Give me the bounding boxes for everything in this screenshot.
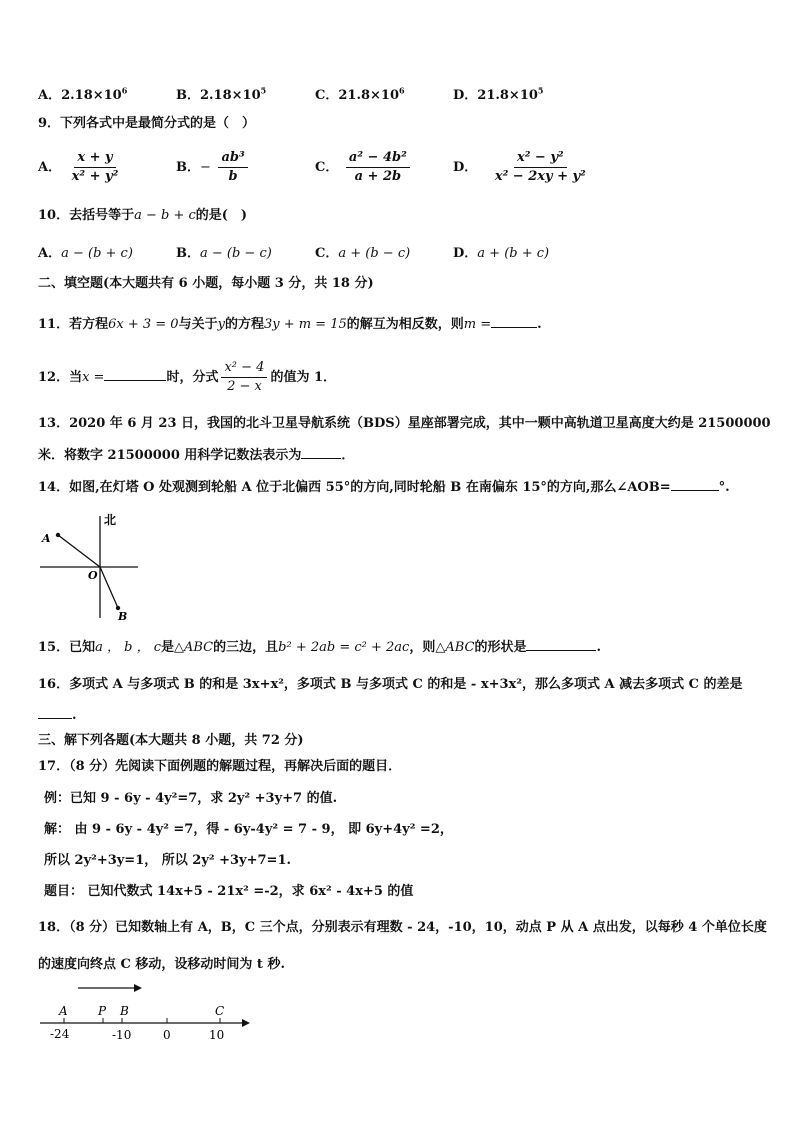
- q16-line-1: 16．多项式 A 与多项式 B 的和是 3x+x²，多项式 B 与多项式 C 的和是 - x+3x²，那么多项式 A 减去多项式 C 的差是: [38, 677, 743, 692]
- q11: [38, 315, 542, 334]
- q15-d: ，则: [409, 640, 436, 655]
- q9-d-label: D．: [453, 160, 478, 175]
- q14-label-b: B: [118, 610, 128, 623]
- q8-c-exp: 6: [399, 85, 405, 96]
- q9-d-denominator: x² − 2xy + y²: [494, 169, 586, 184]
- q10-b-label: B．: [176, 246, 200, 261]
- q16-line-2: [38, 706, 77, 725]
- q18-label-b: B: [120, 1004, 129, 1018]
- q14-label-o: O: [88, 569, 98, 582]
- q14-text: 14．如图,在灯塔 O 处观测到轮船 A 位于北偏西 55°的方向,同时轮船 B 在南偏东 15°的方向,那么∠AOB=: [38, 480, 671, 495]
- q14: [38, 478, 730, 497]
- q18-value-neg24: -24: [50, 1027, 70, 1041]
- q11-eq1: 6x + 3 = 0: [108, 317, 179, 332]
- q9-b-numerator: ab³: [218, 150, 247, 168]
- q14-north-label: 北: [104, 513, 117, 527]
- q8-d-exp: 5: [537, 85, 544, 96]
- q10-option-d: [453, 242, 549, 261]
- q18-label-c: C: [215, 1004, 225, 1018]
- q18-value-neg10: -10: [112, 1028, 132, 1042]
- q12-a: 12．当: [38, 370, 83, 385]
- q17-line-1: 17．（8 分）先阅读下面例题的解题过程，再解决后面的题目．: [38, 759, 402, 774]
- q18-line-1: 18．（8 分）已知数轴上有 A，B，C 三个点，分别表示有理数 - 24，-10，10，动点 P 从 A 点出发，以每秒 4 个单位长度: [38, 920, 767, 935]
- q18-value-10: 10: [209, 1028, 225, 1042]
- q10-c-expr: a + (b − c): [338, 246, 411, 261]
- q9-a-label: A．: [38, 160, 62, 175]
- q18-motion-arrow-head: [134, 984, 142, 992]
- q17-line-4: 所以 2y²+3y=1， 所以 2y² +3y+7=1.: [44, 853, 292, 868]
- q9-b-label: B．: [176, 160, 200, 175]
- q12-c: 的值为 1．: [270, 370, 337, 385]
- q10-stem-b: 的是( ): [195, 208, 248, 223]
- q8-a-exp: 6: [121, 85, 128, 96]
- q13-line-2-text: 米．将数字 21500000 用科学记数法表示为: [38, 448, 302, 463]
- q12-fraction: [221, 360, 267, 395]
- q9-c-label: C．: [315, 160, 339, 175]
- q10-a-label: A．: [38, 246, 62, 261]
- q13-answer-blank[interactable]: [301, 446, 341, 459]
- q18-axis-arrow-head: [242, 1019, 250, 1027]
- q10-d-label: D．: [453, 246, 478, 261]
- q9-c-denominator: a + 2b: [354, 169, 402, 184]
- q15-triangle-2: △ABC: [435, 640, 475, 655]
- q15-c: 的三边，且: [213, 640, 279, 655]
- q18-line-2: 的速度向终点 C 移动，设移动时间为 t 秒.: [38, 957, 285, 972]
- q9-option-b: [176, 150, 251, 185]
- q18-value-0: 0: [163, 1028, 171, 1042]
- q9-a-fraction: [69, 150, 122, 185]
- q9-b-sign: −: [200, 160, 211, 175]
- q8-d-text: D．21.8×10: [453, 88, 538, 103]
- q9-stem: 9．下列各式中是最简分式的是（ ）: [38, 116, 256, 131]
- q15-b: 是: [160, 640, 174, 655]
- q15-e: 的形状是: [474, 640, 527, 655]
- q8-b-text: B．2.18×10: [176, 88, 261, 103]
- q14-ray-oa: [58, 535, 100, 567]
- q11-c: 的方程: [224, 317, 264, 332]
- section-2-heading: 二、填空题(本大题共有 6 小题，每小题 3 分，共 18 分): [38, 276, 374, 291]
- q9-b-fraction: [218, 150, 247, 185]
- q16-end: .: [72, 708, 77, 723]
- q11-e: .: [537, 317, 542, 332]
- q14-compass-figure: [38, 508, 148, 628]
- q18-number-line-figure: [38, 980, 252, 1042]
- q14-ray-ob: [100, 567, 118, 608]
- q8-option-c: [315, 84, 405, 103]
- q18-label-a: A: [59, 1004, 68, 1018]
- q18-label-p: P: [98, 1004, 107, 1018]
- q11-a: 11．若方程: [38, 317, 109, 332]
- q8-option-a: [38, 84, 127, 103]
- q10-option-c: [315, 242, 410, 261]
- q13-end: ．: [341, 448, 355, 463]
- q15-triangle: △ABC: [174, 640, 214, 655]
- q14-end: °.: [718, 480, 730, 495]
- q10-option-b: [176, 242, 272, 261]
- q12-x: x =: [82, 370, 105, 385]
- q8-option-b: [176, 84, 266, 103]
- q8-option-d: [453, 84, 544, 103]
- q9-d-numerator: x² − y²: [514, 150, 567, 168]
- q15-equation: b² + 2ab = c² + 2ac: [278, 640, 410, 655]
- q10-c-label: C．: [315, 246, 339, 261]
- q14-label-a: A: [42, 532, 51, 545]
- q12-answer-blank[interactable]: [104, 368, 166, 381]
- q12-numerator: x² − 4: [221, 360, 267, 378]
- q10-option-a: [38, 242, 133, 261]
- section-3-heading: 三、解下列各题(本大题共 8 小题，共 72 分): [38, 733, 304, 748]
- q9-c-fraction: [346, 150, 410, 185]
- q10-d-expr: a + (b + c): [477, 246, 550, 261]
- q11-d: 的解互为相反数，则: [346, 317, 464, 332]
- q9-option-d: [453, 150, 592, 185]
- q11-m: m =: [463, 317, 492, 332]
- q15-vars: a ， b ， c: [95, 640, 161, 655]
- q12: [38, 358, 336, 398]
- q10-b-expr: a − (b − c): [200, 246, 272, 261]
- q15-a: 15．已知: [38, 640, 96, 655]
- q9-c-numerator: a² − 4b²: [346, 150, 410, 168]
- q15-answer-blank[interactable]: [526, 638, 596, 651]
- q13-line-2: [38, 446, 354, 465]
- q9-b-denominator: b: [228, 169, 238, 184]
- q16-answer-blank[interactable]: [38, 706, 72, 719]
- q11-var: y: [217, 317, 225, 332]
- q13-line-1: 13．2020 年 6 月 23 日，我国的北斗卫星导航系统（BDS）星座部署完成，其中一颗中高轨道卫星高度大约是 21500000: [38, 416, 771, 431]
- q10-a-expr: a − (b + c): [61, 246, 133, 261]
- q9-option-a: [38, 150, 124, 185]
- q9-d-fraction: [492, 150, 589, 185]
- q10-stem-a: 10．去括号等于: [38, 208, 135, 223]
- q11-b: 与关于: [178, 317, 218, 332]
- q12-b: 时，分式: [166, 370, 219, 385]
- q17-line-2: 例：已知 9 - 6y - 4y²=7，求 2y² +3y+7 的值.: [44, 791, 338, 806]
- q9-option-c: [315, 150, 413, 185]
- q10-stem: [38, 207, 247, 225]
- q15-end: .: [596, 640, 602, 655]
- q8-c-text: C．21.8×10: [315, 88, 399, 103]
- q15: [38, 638, 601, 657]
- q12-denominator: 2 − x: [227, 379, 262, 394]
- q17-line-3: 解： 由 9 - 6y - 4y² =7，得 - 6y-4y² = 7 - 9， 即 6y+4y² =2，: [44, 822, 453, 837]
- q9-a-denominator: x² + y²: [71, 169, 119, 184]
- q10-stem-expr: a − b + c: [134, 208, 196, 223]
- q14-answer-blank[interactable]: [671, 478, 719, 491]
- q14-point-a: [56, 533, 60, 537]
- q17-line-5: 题目： 已知代数式 14x+5 - 21x² =-2，求 6x² - 4x+5 的值: [44, 884, 414, 899]
- q8-a-text: A．2.18×10: [38, 88, 122, 103]
- q11-eq2: 3y + m = 15: [263, 317, 347, 332]
- q11-answer-blank[interactable]: [491, 315, 537, 328]
- q8-b-exp: 5: [260, 85, 267, 96]
- q9-a-numerator: x + y: [74, 150, 115, 168]
